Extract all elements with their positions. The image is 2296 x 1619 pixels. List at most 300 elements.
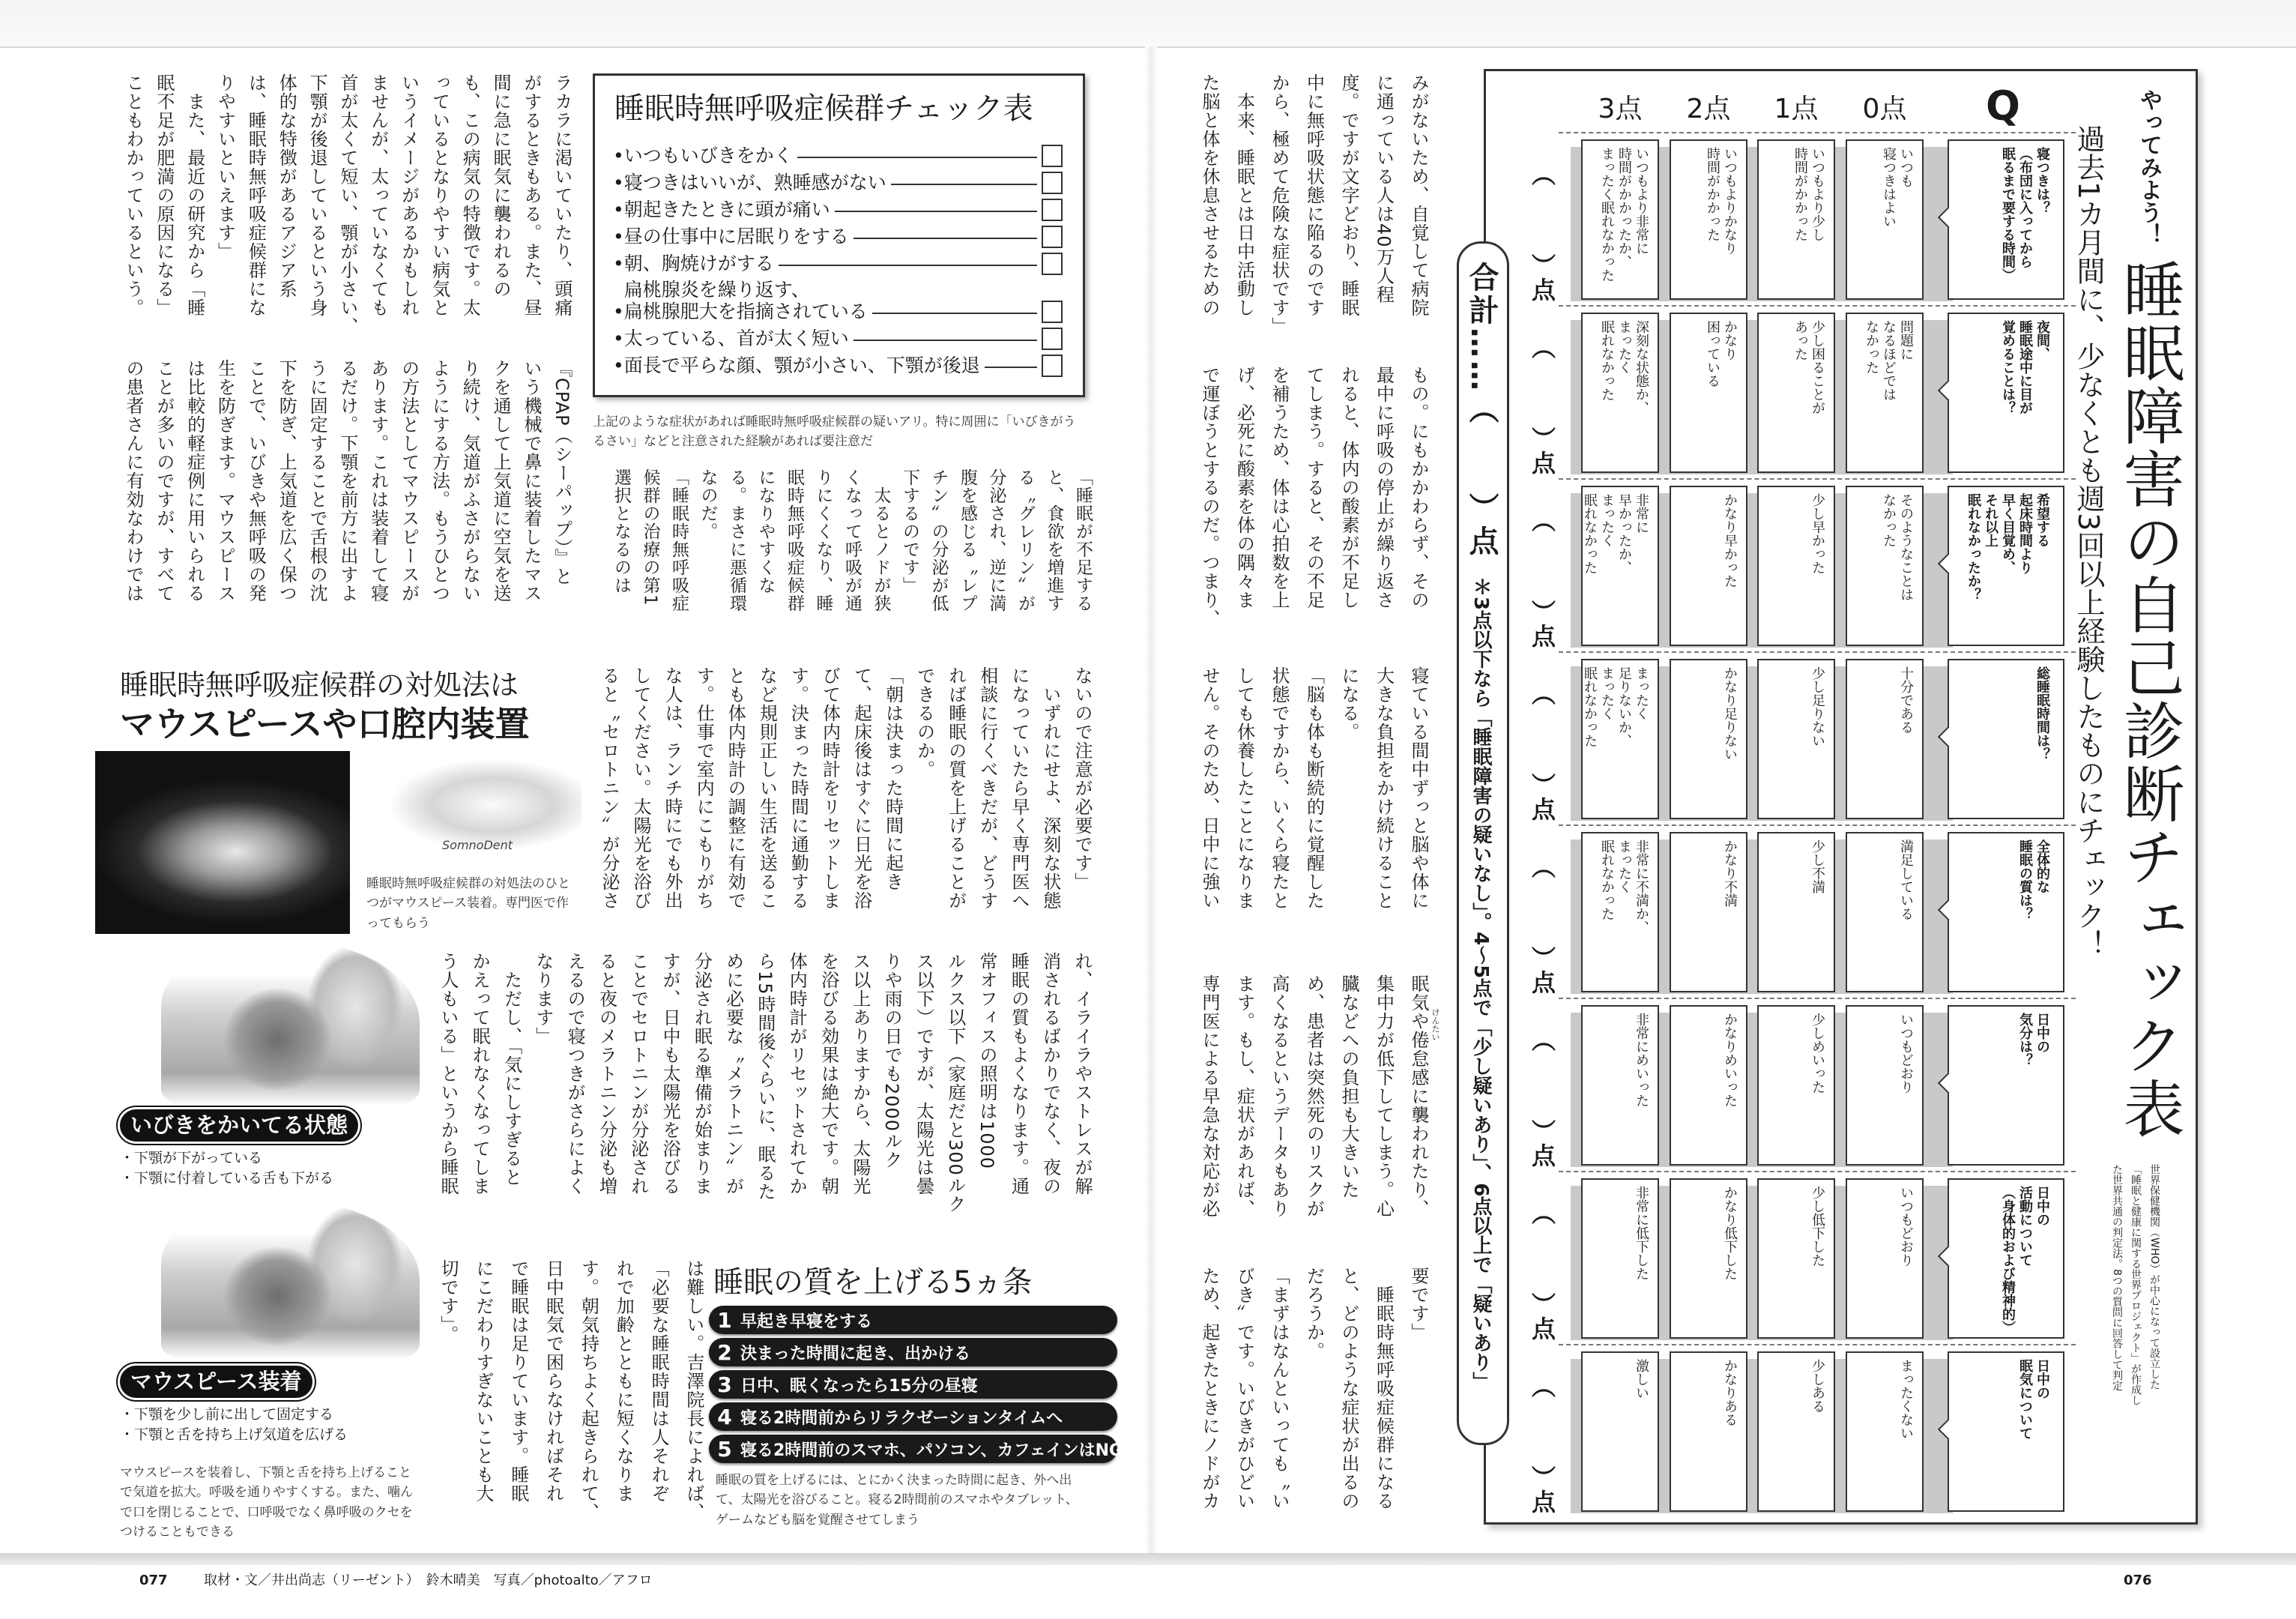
text-column: 相談に行くべきだが、どうす	[976, 666, 998, 910]
checklist-item	[613, 253, 1063, 275]
answer-card[interactable]	[1846, 832, 1924, 992]
five-rules-caption: 睡眠の質を上げるには、とにかく決まった時間に起き、外へ出て、太陽光を浴びること。寝る2時間前のスマホやタブレット、ゲームなども脳を覚醒させてしまう	[716, 1473, 1078, 1528]
checklist-item-label: 昼の仕事中に居眠りをする	[623, 226, 849, 248]
text-column: 睡眠時無呼吸症候群になる	[1373, 1267, 1395, 1510]
answer-card[interactable]	[1670, 832, 1747, 992]
checklist-item-label: 朝起きたときに頭が痛い	[623, 199, 830, 221]
mouthpiece-heading-line1: 睡眠時無呼吸症候群の対処法は	[120, 669, 519, 702]
checkbox[interactable]	[1042, 253, 1063, 275]
answer-text: 非常に不満か、 まったく 眠れなかった	[1599, 839, 1649, 934]
text-column: ら15時間後ぐらいに、眠るた	[754, 952, 776, 1202]
answer-card[interactable]	[1757, 659, 1835, 819]
leader-line	[891, 184, 1037, 185]
right-body-tier3	[1200, 666, 1428, 932]
text-column: ことで、いびきや無呼吸の発	[245, 359, 267, 603]
checkbox[interactable]	[1042, 328, 1063, 350]
leader-line	[835, 211, 1037, 212]
score-field[interactable]	[1520, 1374, 1565, 1513]
text-column: 眠気や倦怠感に襲われたり、	[1408, 974, 1429, 1218]
mouthpiece-airway-diagram	[161, 1201, 420, 1360]
left-body-tier4	[439, 952, 1091, 1230]
total-score-bar	[1457, 241, 1509, 1445]
answer-card[interactable]	[1846, 1005, 1924, 1166]
bullet-icon: •	[613, 354, 624, 376]
text-column: 切です」。	[438, 1259, 459, 1344]
text-column: 下するのです」	[900, 468, 919, 594]
answer-text: 少しめいった	[1810, 1013, 1825, 1094]
answer-card[interactable]	[1846, 659, 1924, 819]
text-column: りにくくなり、睡	[813, 468, 833, 612]
text-column: 首が太くて短い、顎が小さい、	[336, 73, 358, 336]
checklist-item-label: 朝、胸焼けがする	[623, 253, 774, 275]
score-field[interactable]	[1520, 508, 1565, 648]
page-top-edge	[0, 0, 2296, 48]
score-open-paren: （	[1528, 162, 1556, 186]
ruby-annotation: けんたい	[1431, 1008, 1440, 1041]
rule-text: 早起き早寝をする	[740, 1312, 873, 1331]
leader-line	[854, 340, 1037, 341]
question-text: 全体的な 睡眠の質は？	[2017, 839, 2050, 920]
page-bottom-edge	[0, 1553, 2296, 1565]
question-card	[1948, 313, 2064, 473]
page-gutter	[1145, 46, 1157, 1553]
text-column: 『CPAP（シーパップ）』と	[551, 359, 573, 586]
rule-text: 決まった時間に起き、出かける	[740, 1344, 971, 1363]
text-column: は比較的軽症例に用いられる	[184, 359, 205, 603]
text-column: 生を防ぎます。マウスピース	[214, 359, 236, 603]
text-column: いうイメージがあるかもしれ	[398, 73, 420, 317]
text-column: せん。そのため、日中に強い	[1199, 666, 1220, 910]
question-text: 日中の 活動について （身体的および精神的）	[2000, 1186, 2050, 1334]
right-body-tier5	[1200, 1267, 1428, 1533]
row-divider	[1559, 1171, 2076, 1172]
answer-text: 問題に なるほどでは なかった	[1864, 320, 1914, 401]
checklist-caption: 上記のような症状があれば睡眠時無呼吸症候群の疑いアリ。特に周囲に「いびきがうるさい」などと注意された経験があれば要注意だ	[593, 414, 1076, 450]
rule-item	[709, 1370, 1117, 1399]
checklist-item	[613, 280, 1063, 323]
answer-text: 非常に 早かったか、 まったく 眠れなかった	[1582, 493, 1649, 574]
rule-number: 3	[717, 1372, 732, 1397]
score-open-paren: （	[1528, 335, 1556, 359]
text-column: いずれにせよ、深刻な状態	[1039, 666, 1061, 910]
question-row	[1484, 478, 2083, 651]
score-field[interactable]	[1520, 1201, 1565, 1340]
text-column: 「必要な睡眠時間は人それぞ	[648, 1259, 670, 1503]
question-card	[1948, 832, 2064, 992]
answer-text: いつもよりかなり 時間がかかった	[1705, 147, 1738, 255]
text-column: にこだわりすぎないことも大	[472, 1259, 494, 1503]
checkbox[interactable]	[1042, 199, 1063, 221]
snoring-state-label: いびきをかいてる状態	[120, 1109, 358, 1142]
text-column: りや雨の日でも2000ルク	[881, 952, 903, 1170]
text-column: の方法としてマウスピースが	[398, 359, 420, 603]
text-column: クを通して上気道に空気を送	[490, 359, 512, 603]
text-column: 間に急に眠気に襲われるの	[490, 73, 512, 298]
text-column: めに必要な〝メラトニン〟が	[722, 952, 744, 1196]
text-column: 下顎が後退しているという身	[306, 73, 328, 317]
text-column: す。決まった時間に通勤する	[788, 666, 809, 910]
text-column: ると〝セロトニン〟が分泌さ	[599, 666, 620, 910]
answer-text: かなり低下した	[1722, 1186, 1738, 1280]
question-card	[1948, 139, 2064, 300]
score-field[interactable]	[1520, 335, 1565, 474]
text-column: とも体内時計の調整に有効で	[725, 666, 746, 910]
bullet-icon: •	[613, 199, 624, 221]
text-column: すが、日中も太陽光を浴びる	[659, 952, 681, 1196]
diagram-caption: マウスピースを装着し、下顎と舌を持ち上げることで気道を拡大。呼吸を通りやすくする。また、噛んで口を閉じることで、口呼吸でなく鼻呼吸のクセをつけることもできる	[120, 1465, 413, 1540]
text-column: ことでセロトニンが分泌され	[627, 952, 649, 1196]
text-column: る〝グレリン〟が	[1015, 468, 1035, 612]
answer-card[interactable]	[1670, 486, 1747, 646]
text-column: るだけ。下顎を前方に出すよ	[336, 359, 358, 603]
answer-card[interactable]	[1757, 1005, 1835, 1166]
text-column: げ、必死に酸素を体の隅々ま	[1233, 366, 1255, 609]
answer-card[interactable]	[1757, 139, 1835, 300]
answer-card[interactable]	[1846, 1351, 1924, 1512]
bullet-icon: •	[613, 300, 624, 322]
checkbox[interactable]	[1042, 145, 1063, 167]
answer-card[interactable]	[1581, 1178, 1659, 1339]
checklist-item-label: いつもいびきをかく	[623, 145, 793, 167]
question-row	[1484, 824, 2083, 998]
question-text: 寝つきは？ （布団に入ってから 眠るまで要する時間）	[2000, 147, 2050, 282]
text-column: ると夜のメラトニン分泌も増	[596, 952, 617, 1196]
answer-card[interactable]	[1757, 486, 1835, 646]
answer-card[interactable]	[1581, 139, 1659, 300]
score-field[interactable]	[1520, 1028, 1565, 1167]
rule-number: 1	[717, 1307, 732, 1333]
five-rules-title: 睡眠の質を上げる5ヵ条	[713, 1265, 1033, 1300]
text-column: もの。にもかかわらず、その	[1408, 366, 1429, 609]
right-body-tier4	[1200, 974, 1428, 1240]
text-column: りやすいといえます」	[214, 73, 236, 261]
text-column: 眠不足が肥満の原因になる」	[153, 73, 175, 317]
text-column: がするときもある。また、昼	[520, 73, 542, 317]
row-divider	[1559, 998, 2076, 999]
text-column: 分泌され、逆に満	[986, 468, 1006, 612]
text-column: になりやすくな	[755, 468, 776, 594]
text-column: れば睡眠の質を上げることが	[945, 666, 967, 910]
rule-item	[709, 1402, 1117, 1431]
score-close-paren: ）点	[1528, 253, 1556, 301]
text-column: チン〟の分泌が低	[928, 468, 949, 612]
score-close-paren: ）点	[1528, 426, 1556, 474]
score-open-paren: （	[1528, 1374, 1556, 1398]
score-open-paren: （	[1528, 681, 1556, 705]
answer-card[interactable]	[1757, 313, 1835, 473]
snoring-airway-diagram	[161, 941, 420, 1106]
text-column: 選択となるのは	[611, 468, 631, 594]
somnodent-logo: SomnoDent	[442, 838, 513, 852]
answer-card[interactable]	[1846, 486, 1924, 646]
answer-card[interactable]	[1846, 1178, 1924, 1339]
bullet-icon: •	[613, 226, 624, 248]
score-open-paren: （	[1528, 854, 1556, 878]
answer-card[interactable]	[1581, 486, 1659, 646]
question-text: 希望する 起床時間より 早く目覚め、 それ以上 眠れなかったか？	[1966, 493, 2050, 601]
answer-card[interactable]	[1670, 1178, 1747, 1339]
text-column: 高くなるというデータもあり	[1269, 974, 1290, 1218]
text-column: 状態ですから、いくら寝たと	[1269, 666, 1290, 910]
answer-card[interactable]	[1581, 1005, 1659, 1166]
text-column: は難しい。吉澤院長によれば、	[683, 1259, 704, 1522]
text-column: 睡眠の質もよくなります。通	[1008, 952, 1030, 1196]
total-score-field[interactable]: 合計……（ ）点	[1464, 262, 1499, 558]
rule-item	[709, 1435, 1123, 1463]
mouthpiece-photo-dark	[95, 751, 350, 934]
answer-card[interactable]	[1670, 659, 1747, 819]
checklist-item	[613, 145, 1063, 167]
question-row	[1484, 1344, 2083, 1517]
answer-text: 少しある	[1810, 1359, 1825, 1413]
answer-card[interactable]	[1670, 1351, 1747, 1512]
score-open-paren: （	[1528, 508, 1556, 532]
credit-line: 取材・文／井出尚志（リーゼント） 鈴木晴美 写真／photoalto／アフロ	[204, 1573, 653, 1588]
question-row	[1484, 1171, 2083, 1344]
rule-text: 寝る2時間前からリラクゼーションタイムへ	[740, 1408, 1063, 1428]
checklist-item	[613, 328, 1063, 350]
text-column: かえって眠れなくなってしま	[469, 952, 491, 1196]
text-column: くなって呼吸が通	[842, 468, 862, 612]
snoring-bullets: ・下顎が下がっている ・下顎に付着している舌も下がる	[120, 1150, 334, 1187]
score-field[interactable]	[1520, 854, 1565, 994]
text-column: なのだ。	[698, 468, 718, 540]
text-column: あります。これは装着して寝	[367, 359, 389, 603]
checklist-item	[613, 355, 1063, 377]
answer-card[interactable]	[1670, 313, 1747, 473]
page-subtitle: 過去1カ月間に、少なくとも週3回以上経験したものにチェック！	[2072, 124, 2105, 959]
bullet-icon: •	[613, 327, 624, 349]
text-column: と、食欲を増進す	[1044, 468, 1064, 612]
text-column: 集中力が低下してしまう。心	[1373, 974, 1395, 1218]
question-row	[1484, 651, 2083, 824]
answer-card[interactable]	[1581, 1351, 1659, 1512]
answer-text: 深刻な状態か、 まったく 眠れなかった	[1599, 320, 1649, 414]
text-column: してください。太陽光を浴び	[630, 666, 652, 910]
text-column: ラカラに渇いていたり、頭痛	[551, 73, 573, 317]
checklist-item-label: 扁桃腺炎を繰り返す、 扁桃腺肥大を指摘されている	[623, 279, 868, 322]
answer-card[interactable]	[1670, 1005, 1747, 1166]
text-column: 分泌され眠る準備が始まりま	[691, 952, 713, 1196]
checkbox[interactable]	[1042, 172, 1063, 194]
answer-text: かなりある	[1722, 1359, 1738, 1426]
checklist-title: 睡眠時無呼吸症候群チェック表	[614, 91, 1033, 126]
leader-line	[779, 265, 1037, 266]
answer-text: いつも 寝つきはよい	[1881, 147, 1914, 228]
text-column: の患者さんに有効なわけでは	[123, 359, 144, 603]
question-text: 日中の 気分は？	[2017, 1013, 2050, 1067]
checklist-item-label: 面長で平らな顔、顎が小さい、下顎が後退	[623, 354, 980, 376]
answer-card[interactable]	[1757, 832, 1835, 992]
question-card	[1948, 1178, 2064, 1339]
text-column: る。まさに悪循環	[727, 468, 746, 612]
answer-text: 十分である	[1898, 666, 1914, 734]
text-column: から、極めて危険な症状です」	[1269, 73, 1290, 336]
answer-text: いつもどおり	[1898, 1186, 1914, 1267]
text-column: になっていたら早く専門医へ	[1008, 666, 1030, 910]
rule-text: 寝る2時間前のスマホ、パソコン、カフェインはNG	[740, 1441, 1123, 1460]
text-column: だろうか。	[1303, 1267, 1325, 1360]
answer-text: かなり 困っている	[1705, 320, 1738, 388]
score-header-1: 1点	[1774, 94, 1819, 124]
text-column: 大きな負担をかけ続けること	[1373, 666, 1395, 910]
text-column: っているとなりやすい病気と	[429, 73, 450, 317]
text-column: また、最近の研究から「睡	[184, 73, 205, 317]
answer-text: そのようなことは なかった	[1881, 493, 1914, 601]
answer-text: 少し早かった	[1810, 493, 1825, 574]
answer-text: 少し困ることが あった	[1792, 320, 1825, 414]
score-close-paren: ）点	[1528, 946, 1556, 994]
mouthpiece-heading-line2: マウスピースや口腔内装置	[120, 704, 530, 744]
text-column: ただし、「気にしすぎると	[501, 952, 522, 1187]
answer-card[interactable]	[1581, 313, 1659, 473]
score-close-paren: ）点	[1528, 600, 1556, 648]
answer-card[interactable]	[1846, 313, 1924, 473]
text-column: うに固定することで舌根の沈	[306, 359, 328, 603]
checkbox[interactable]	[1042, 301, 1063, 323]
text-column: は、睡眠時無呼吸症候群にな	[245, 73, 267, 317]
text-column: て、起床後はすぐに日光を浴	[851, 666, 872, 910]
rule-item	[709, 1338, 1117, 1366]
text-column: 腹を感じる〝レプ	[958, 468, 977, 612]
text-column: 体内時計がリセットされてか	[786, 952, 808, 1196]
left-body-tier2-left	[124, 359, 571, 633]
answer-text: 満足している	[1898, 839, 1914, 920]
score-open-paren: （	[1528, 1201, 1556, 1225]
text-column: た脳と体を休息させるための	[1199, 73, 1220, 317]
question-header: Q	[1986, 82, 2020, 130]
mouthpiece-bullets: ・下顎を少し前に出して固定する ・下顎と舌を持ち上げ気道を広げる	[120, 1406, 348, 1443]
answer-card[interactable]	[1581, 659, 1659, 819]
answer-card[interactable]	[1757, 1351, 1835, 1512]
text-column: 臓などへの負担も大きいた	[1338, 974, 1359, 1199]
text-column: め、患者は突然死のリスクが	[1303, 974, 1325, 1218]
score-header-0: 0点	[1862, 94, 1907, 124]
leader-line	[985, 367, 1037, 368]
answer-text: かなりめいった	[1722, 1013, 1738, 1107]
answer-text: 少し足りない	[1810, 666, 1825, 747]
score-header-2: 2点	[1686, 94, 1731, 124]
title-kicker: やってみよう！	[2136, 88, 2162, 246]
text-column: 寝ている間中ずっと脳や体に	[1408, 666, 1429, 910]
answer-text: 少し不満	[1810, 839, 1825, 893]
text-column: ため、起きたときにノドがカ	[1199, 1267, 1220, 1510]
five-rules-list	[709, 1306, 1123, 1467]
question-row	[1484, 132, 2083, 305]
page-number-left: 077	[139, 1573, 168, 1588]
score-close-paren: ）点	[1528, 1292, 1556, 1340]
score-field[interactable]	[1520, 681, 1565, 821]
answer-card[interactable]	[1670, 139, 1747, 300]
text-column: 「朝は決まった時間に起き	[882, 666, 904, 891]
answer-card[interactable]	[1846, 139, 1924, 300]
score-close-paren: ）点	[1528, 773, 1556, 821]
question-text: 夜間、 睡眠途中に目が 覚めることは？	[2000, 320, 2050, 414]
text-column: ます。もし、症状があれば、	[1233, 974, 1255, 1218]
score-field[interactable]	[1520, 162, 1565, 301]
text-column: す。仕事で室内にこもりがち	[693, 666, 715, 910]
page-number-right: 076	[2124, 1573, 2152, 1588]
who-note: 世界保健機関（WHO）が中心になって設立した 「睡眠と健康に関する世界プロジェクト」が作成し た世界共通の判定法。8つの質問に回答して判定	[2111, 1164, 2160, 1405]
text-column: で睡眠は足りています。睡眠	[507, 1259, 529, 1503]
text-column: ルクス以下（家庭だと300ルク	[944, 952, 966, 1214]
text-column: れ、イライラやストレスが解	[1071, 952, 1093, 1196]
question-card	[1948, 659, 2064, 819]
text-column: みがないため、自覚して病院	[1408, 73, 1429, 317]
row-divider	[1559, 305, 2076, 307]
score-header-3: 3点	[1598, 94, 1643, 124]
rule-number: 4	[717, 1404, 732, 1429]
text-column: に通っている人は40万人程	[1373, 73, 1395, 304]
text-column: う人もいる」というから睡眠	[438, 952, 459, 1196]
right-body-tier2	[1200, 366, 1428, 632]
text-column: 下を防ぎ、上気道を広く保つ	[276, 359, 297, 603]
answer-card[interactable]	[1581, 832, 1659, 992]
bullet-icon: •	[613, 145, 624, 167]
row-divider	[1559, 478, 2076, 480]
answer-text: いつもより非常に 時間がかかったか、 まったく眠れなかった	[1599, 147, 1649, 282]
checklist-item	[613, 199, 1063, 221]
mouthpiece-state-label: マウスピース装着	[120, 1366, 312, 1398]
text-column: 「まずはなんといっても〝い	[1269, 1267, 1290, 1510]
row-divider	[1559, 132, 2076, 133]
left-body-tier3	[600, 666, 1091, 937]
answer-text: かなり足りない	[1722, 666, 1738, 761]
text-column: を補うため、体は心拍数を上	[1269, 366, 1290, 609]
text-column: れで加齢とともに短くなりま	[613, 1259, 635, 1503]
text-column: こともわかっているという。	[123, 73, 144, 317]
score-open-paren: （	[1528, 1028, 1556, 1052]
answer-text: 激しい	[1634, 1359, 1649, 1399]
answer-text: 非常に低下した	[1634, 1186, 1649, 1280]
text-column: いう機械で鼻に装着したマス	[520, 359, 542, 603]
checklist-item	[613, 172, 1063, 194]
text-column: 本来、睡眠とは日中活動し	[1233, 73, 1255, 317]
answer-text: まったく 足りないか、 まったく 眠れなかった	[1582, 666, 1649, 747]
answer-text: 少し低下した	[1810, 1186, 1825, 1267]
text-column: ス以下）ですが、太陽光は曇	[913, 952, 934, 1196]
leader-line	[854, 238, 1037, 239]
sleep-apnea-checklist-box	[593, 73, 1085, 397]
row-divider	[1559, 824, 2076, 826]
text-column: えるので寝つきがさらによく	[564, 952, 586, 1196]
checklist-item-label: 太っている、首が太く短い	[623, 327, 849, 349]
text-column: ないので注意が必要です」	[1071, 666, 1093, 891]
text-column: できるのか。	[913, 666, 935, 779]
text-column: になる。	[1338, 666, 1359, 741]
leader-line	[872, 313, 1037, 314]
question-card	[1948, 1351, 2064, 1512]
text-column: 太るとノドが狭	[871, 468, 891, 612]
text-column: なります」	[532, 952, 554, 1046]
score-close-paren: ）点	[1528, 1119, 1556, 1167]
question-row	[1484, 305, 2083, 478]
text-column: れると、体内の酸素が不足し	[1338, 366, 1359, 609]
text-column: 最中に呼吸の停止が繰り返さ	[1373, 366, 1395, 609]
checkbox[interactable]	[1042, 355, 1063, 377]
text-column: を浴びる効果は絶大です。朝	[818, 952, 839, 1196]
text-column: も、この病気の特徴です。太	[459, 73, 481, 317]
row-divider	[1559, 651, 2076, 653]
checklist-item-label: 寝つきはいいが、熟睡感がない	[623, 172, 886, 194]
answer-card[interactable]	[1757, 1178, 1835, 1339]
text-column: 度。ですが文字どおり、睡眠	[1338, 73, 1359, 317]
answer-text: かなり不満	[1722, 839, 1738, 907]
text-column: 候群の治療の第1	[640, 468, 660, 606]
checklist-item	[613, 226, 1063, 248]
checkbox[interactable]	[1042, 226, 1063, 248]
text-column: 日中眠気で困らなければそれ	[543, 1259, 564, 1503]
